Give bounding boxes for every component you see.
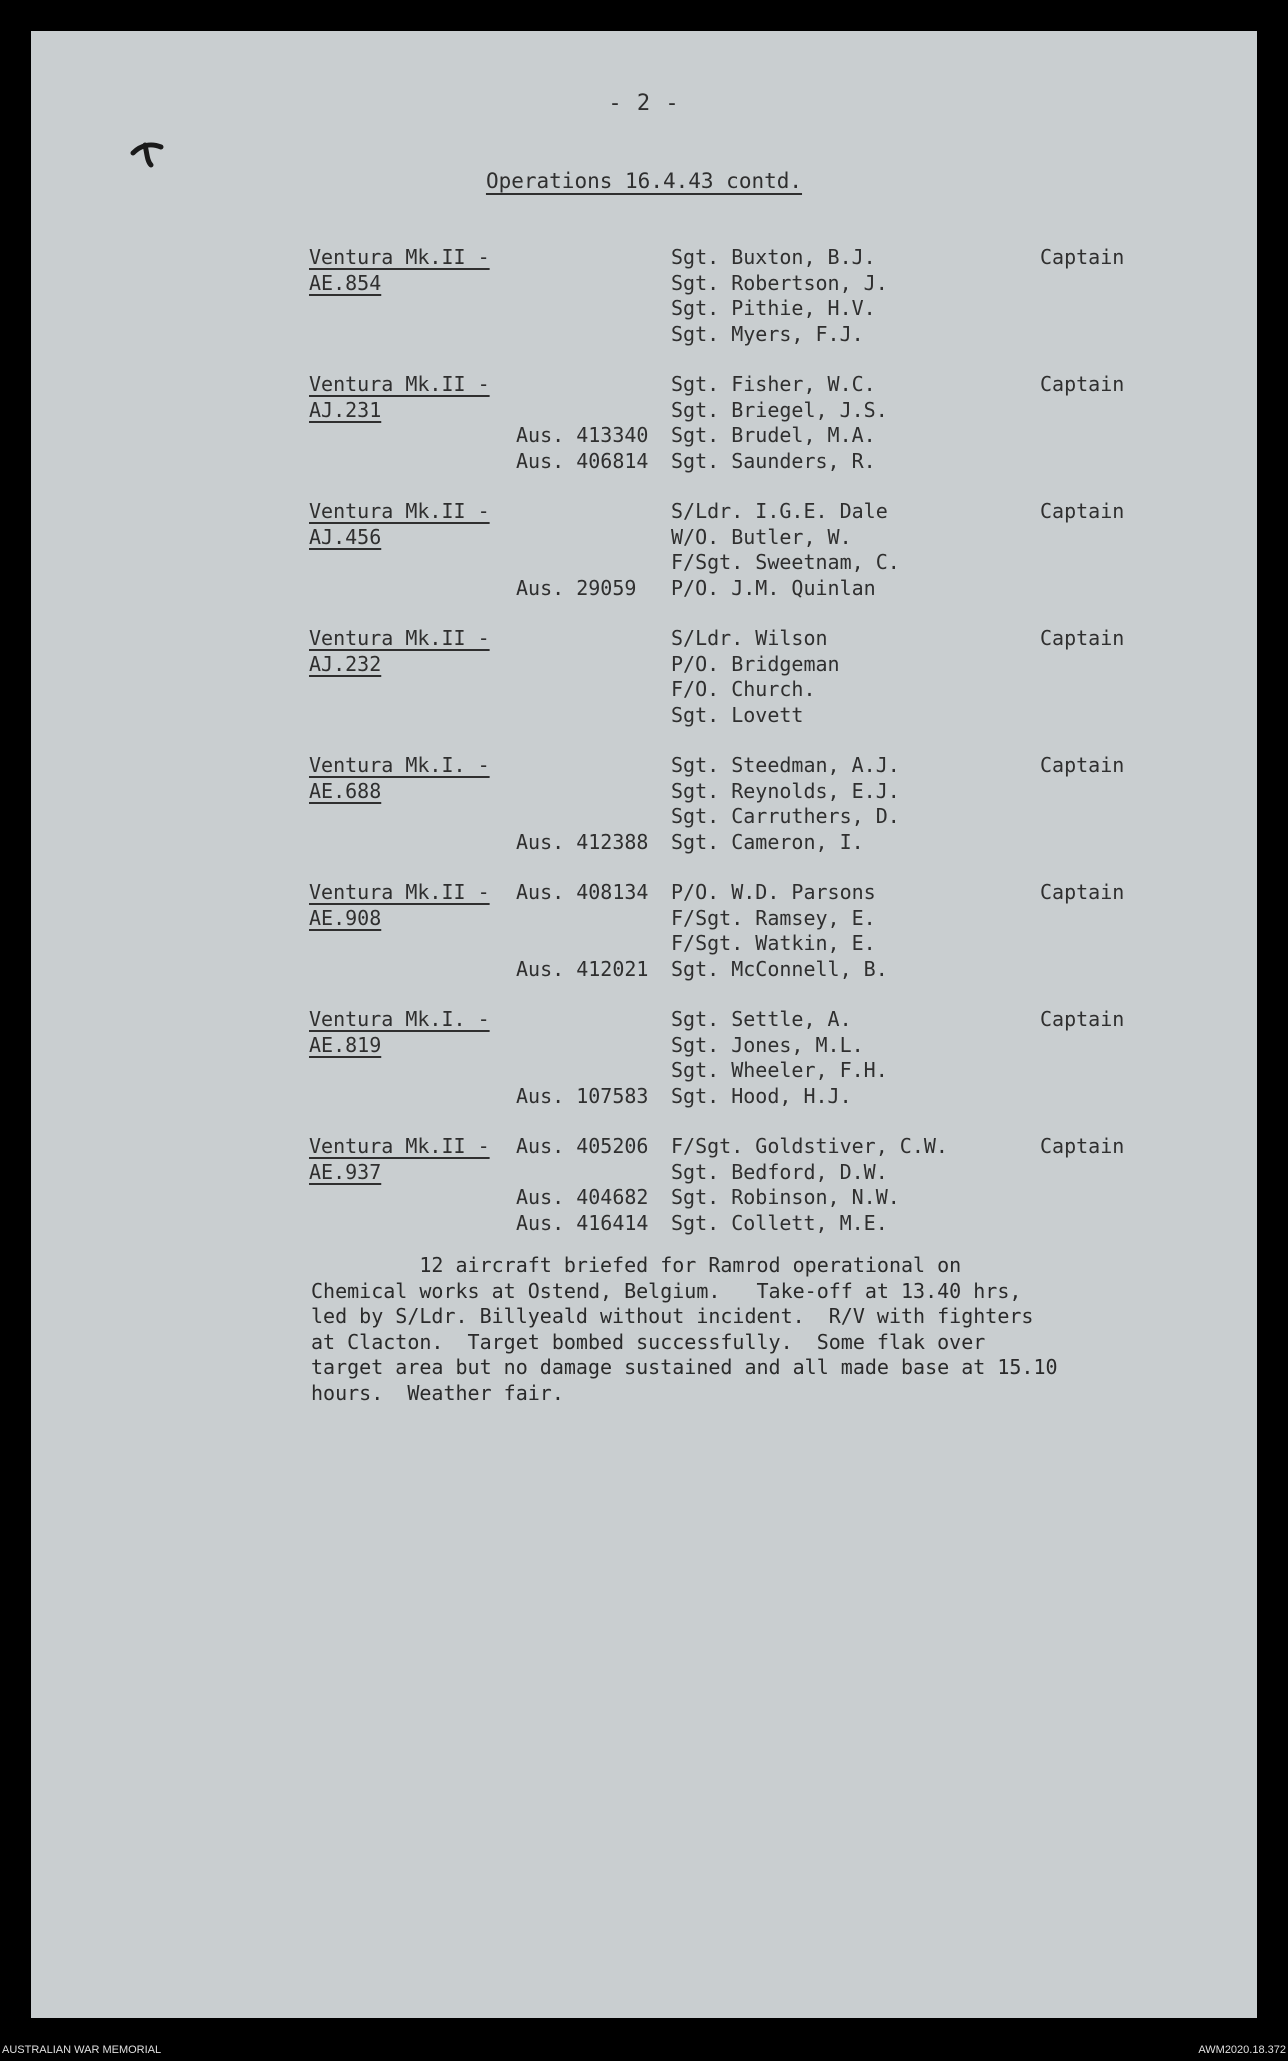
aircraft-label (309, 245, 490, 296)
member-name: P/O. W.D. Parsons (671, 880, 876, 904)
aircraft-label (309, 499, 490, 550)
operation-summary (311, 1253, 1151, 1406)
member-name: F/O. Church. (671, 677, 816, 701)
crew-block (31, 1007, 1257, 1134)
footer-left: AUSTRALIAN WAR MEMORIAL (2, 2044, 162, 2056)
service-number: Aus. 107583 (516, 1083, 649, 1108)
aircraft-type: Ventura Mk.II - (309, 372, 490, 396)
aircraft-serial: AJ.456 (309, 524, 382, 549)
member-name: Sgt. Cameron, I. (671, 829, 864, 854)
aircraft-type: Ventura Mk.II - (309, 499, 490, 523)
member-name: F/Sgt. Goldstiver, C.W. (671, 1134, 948, 1158)
role-label: Captain (1040, 245, 1125, 269)
crew-block (31, 880, 1257, 1007)
crew-block (31, 245, 1257, 372)
aircraft-type: Ventura Mk.II - (309, 626, 490, 650)
summary-line: Chemical works at Ostend, Belgium. Take-off at 13.40 hrs, (311, 1278, 1022, 1303)
member-name: W/O. Butler, W. (671, 524, 852, 549)
crew-block (31, 626, 1257, 753)
page-number: - 2 - (608, 91, 680, 116)
role-label: Captain (1040, 499, 1125, 523)
summary-line: at Clacton. Target bombed successfully. Some flak over (311, 1329, 986, 1354)
role-label: Captain (1040, 626, 1125, 650)
document-page (31, 31, 1257, 2018)
member-name: Sgt. Brudel, M.A. (671, 423, 876, 447)
aircraft-serial: AE.937 (309, 1159, 382, 1184)
aircraft-type: Ventura Mk.I. - (309, 753, 490, 777)
role-label: Captain (1040, 880, 1125, 904)
aircraft-serial: AE.854 (309, 270, 382, 295)
ink-mark (129, 135, 165, 171)
summary-line: hours. Weather fair. (311, 1380, 564, 1405)
aircraft-label (309, 626, 490, 677)
aircraft-serial: AJ.232 (309, 651, 382, 676)
member-name: Sgt. McConnell, B. (671, 956, 888, 981)
role-label: Captain (1040, 1007, 1125, 1031)
aircraft-type: Ventura Mk.II - (309, 245, 490, 269)
member-name: S/Ldr. I.G.E. Dale (671, 499, 888, 523)
service-number: Aus. 406814 (516, 448, 649, 473)
aircraft-type: Ventura Mk.II - (309, 1134, 490, 1158)
page-heading: Operations 16.4.43 contd. (485, 169, 803, 193)
aircraft-serial: AE.819 (309, 1032, 382, 1057)
service-number: Aus. 412388 (516, 829, 649, 854)
member-name: F/Sgt. Sweetnam, C. (671, 550, 900, 574)
member-name: Sgt. Settle, A. (671, 1007, 852, 1031)
member-name: Sgt. Reynolds, E.J. (671, 778, 900, 803)
member-name: P/O. Bridgeman (671, 651, 840, 676)
summary-line: target area but no damage sustained and all made base at 15.10 (311, 1355, 1058, 1379)
aircraft-label (309, 372, 490, 423)
aircraft-serial: AE.688 (309, 778, 382, 803)
member-name: Sgt. Pithie, H.V. (671, 296, 876, 320)
aircraft-type: Ventura Mk.I. - (309, 1007, 490, 1031)
summary-line: 12 aircraft briefed for Ramrod operational on (311, 1253, 962, 1277)
role-label: Captain (1040, 1134, 1125, 1158)
member-name: Sgt. Steedman, A.J. (671, 753, 900, 777)
aircraft-label (309, 753, 490, 804)
service-number: Aus. 405206 (516, 1134, 649, 1158)
aircraft-serial: AJ.231 (309, 397, 382, 422)
service-number: Aus. 29059 (516, 575, 637, 600)
aircraft-type: Ventura Mk.II - (309, 880, 490, 904)
crew-block (31, 1134, 1257, 1261)
aircraft-label (309, 1134, 490, 1185)
member-name: Sgt. Jones, M.L. (671, 1032, 864, 1057)
crew-block (31, 372, 1257, 499)
service-number: Aus. 412021 (516, 956, 649, 981)
member-name: Sgt. Wheeler, F.H. (671, 1058, 888, 1082)
member-name: Sgt. Robinson, N.W. (671, 1185, 900, 1209)
member-name: Sgt. Myers, F.J. (671, 321, 864, 346)
role-label: Captain (1040, 372, 1125, 396)
member-name: Sgt. Briegel, J.S. (671, 397, 888, 422)
member-name: S/Ldr. Wilson (671, 626, 828, 650)
crew-block (31, 753, 1257, 880)
member-name: Sgt. Buxton, B.J. (671, 245, 876, 269)
aircraft-label (309, 1007, 490, 1058)
member-name: Sgt. Fisher, W.C. (671, 372, 876, 396)
aircraft-label (309, 880, 490, 931)
member-name: F/Sgt. Ramsey, E. (671, 905, 876, 930)
member-name: Sgt. Carruthers, D. (671, 804, 900, 828)
member-name: Sgt. Saunders, R. (671, 448, 876, 473)
crew-block (31, 499, 1257, 626)
crew-list (31, 245, 1257, 1261)
service-number: Aus. 416414 (516, 1210, 649, 1235)
aircraft-serial: AE.908 (309, 905, 382, 930)
member-name: Sgt. Bedford, D.W. (671, 1159, 888, 1184)
footer-right: AWM2020.18.372 (1198, 2044, 1286, 2056)
member-name: F/Sgt. Watkin, E. (671, 931, 876, 955)
role-label: Captain (1040, 753, 1125, 777)
service-number: Aus. 404682 (516, 1185, 649, 1209)
member-name: Sgt. Collett, M.E. (671, 1210, 888, 1235)
member-name: P/O. J.M. Quinlan (671, 575, 876, 600)
service-number: Aus. 413340 (516, 423, 649, 447)
member-name: Sgt. Robertson, J. (671, 270, 888, 295)
member-name: Sgt. Hood, H.J. (671, 1083, 852, 1108)
service-number: Aus. 408134 (516, 880, 649, 904)
summary-line: led by S/Ldr. Billyeald without incident. R/V with fighters (311, 1304, 1034, 1328)
member-name: Sgt. Lovett (671, 702, 804, 727)
